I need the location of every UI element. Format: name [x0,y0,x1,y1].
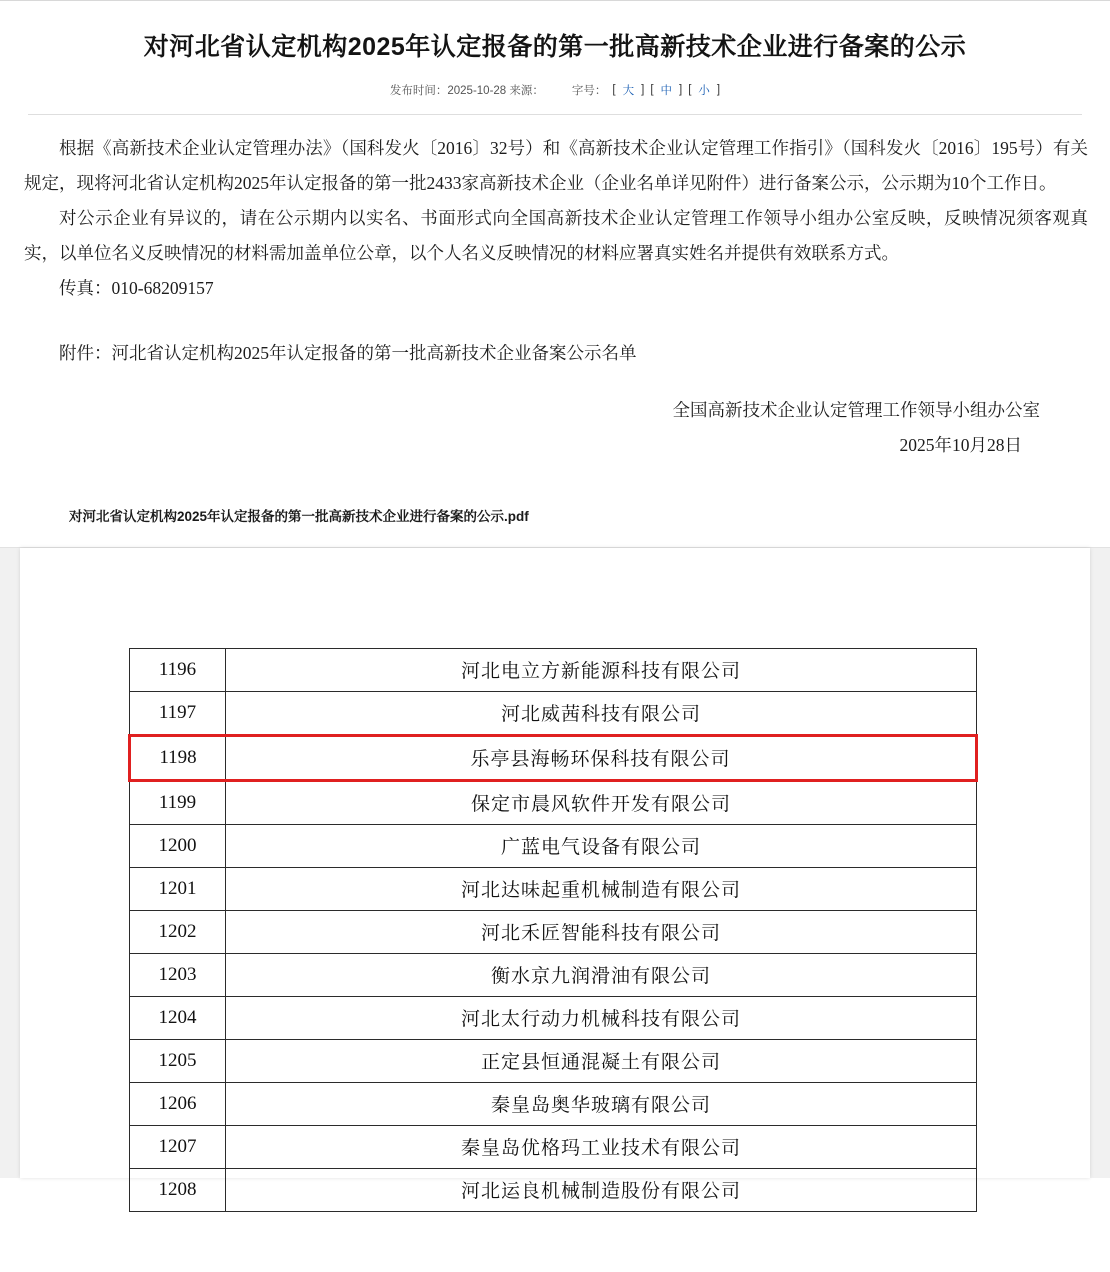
table-row [130,1039,977,1082]
table-cell-index: 1203 [130,953,226,996]
table-cell-index: 1207 [130,1125,226,1168]
font-size-large-link[interactable]: 大 [622,84,635,97]
header-divider [28,114,1082,115]
article-content [24,131,1088,371]
table-cell-index: 1197 [130,691,226,735]
signature-date: 2025年10月28日 [899,434,1022,455]
table-cell-company-name: 河北太行动力机械科技有限公司 [226,996,977,1039]
bracket-close-large: ] [641,83,645,96]
table-row [130,735,977,780]
paragraph-attachment-note: 附件：河北省认定机构2025年认定报备的第一批高新技术企业备案公示名单 [59,342,637,363]
table-cell-company-name: 河北禾匠智能科技有限公司 [226,910,977,953]
table-cell-index: 1204 [130,996,226,1039]
page-title: 对河北省认定机构2025年认定报备的第一批高新技术企业进行备案的公示 [143,33,967,61]
font-size-small-link[interactable]: 小 [698,84,710,97]
pdf-left-margin [0,548,20,1178]
table-row [130,1082,977,1125]
bracket-close-medium: ] [679,83,683,96]
pdf-right-margin [1090,548,1110,1178]
table-cell-index: 1198 [130,735,226,780]
table-cell-index: 1206 [130,1082,226,1125]
table-cell-company-name: 秦皇岛优格玛工业技术有限公司 [226,1125,977,1168]
article-meta [14,82,1096,98]
table-cell-index: 1201 [130,867,226,910]
pdf-preview-viewer[interactable] [0,547,1110,1202]
signature-org: 全国高新技术企业认定管理工作领导小组办公室 [672,399,1040,420]
table-cell-company-name: 乐亭县海畅环保科技有限公司 [226,735,977,780]
table-cell-company-name: 河北运良机械制造股份有限公司 [226,1168,977,1211]
signature-block [14,393,1040,463]
paragraph-2: 对公示企业有异议的，请在公示期内以实名、书面形式向全国高新技术企业认定管理工作领导小组办公室反映，反映情况须客观真实，以单位名义反映情况的材料需加盖单位公章，以个人名义反映情况的材料应署真实姓名并提供有效联系方式。 [24,207,1088,263]
table-row [130,824,977,867]
bracket-open-medium: [ [650,83,654,96]
table-row [130,1168,977,1211]
table-cell-company-name: 衡水京九润滑油有限公司 [226,953,977,996]
table-cell-company-name: 广蓝电气设备有限公司 [226,824,977,867]
paragraph-fax: 传真：010-68209157 [59,277,214,298]
table-row [130,1125,977,1168]
table-cell-index: 1196 [130,648,226,691]
table-cell-company-name: 秦皇岛奥华玻璃有限公司 [226,1082,977,1125]
table-cell-index: 1202 [130,910,226,953]
table-cell-company-name: 河北威茜科技有限公司 [226,691,977,735]
font-size-medium-link[interactable]: 中 [660,84,673,97]
pdf-page-canvas [20,548,1090,1202]
table-row [130,910,977,953]
table-cell-index: 1199 [130,780,226,824]
table-row [130,867,977,910]
table-row [130,691,977,735]
bracket-open-large: [ [612,83,616,96]
top-divider [0,0,1110,1]
table-cell-company-name: 正定县恒通混凝土有限公司 [226,1039,977,1082]
table-row [130,953,977,996]
table-row [130,780,977,824]
table-cell-company-name: 河北达味起重机械制造有限公司 [226,867,977,910]
content-spacer [24,306,1088,336]
table-cell-company-name: 保定市晨风软件开发有限公司 [226,780,977,824]
fontsize-label: 字号： [571,84,607,97]
bracket-open-small: [ [688,83,692,96]
table-cell-index: 1208 [130,1168,226,1211]
enterprise-list-table [128,648,978,1212]
attachment-filename[interactable]: 对河北省认定机构2025年认定报备的第一批高新技术企业进行备案的公示.pdf [69,508,529,524]
table-row [130,648,977,691]
bracket-close-small: ] [716,83,721,96]
table-cell-index: 1200 [130,824,226,867]
paragraph-1: 根据《高新技术企业认定管理办法》（国科发火〔2016〕32号）和《高新技术企业认定管理工作指引》（国科发火〔2016〕195号）有关规定，现将河北省认定机构2025年认定报备的第一批2433家高新技术企业（企业名单详见附件）进行备案公示，公示期为10个工作日。 [24,137,1088,193]
table-cell-company-name: 河北电立方新能源科技有限公司 [226,648,977,691]
table-row [130,996,977,1039]
article-body [0,31,1110,525]
publish-info: 发布时间：2025-10-28 来源： [389,84,544,97]
table-cell-index: 1205 [130,1039,226,1082]
